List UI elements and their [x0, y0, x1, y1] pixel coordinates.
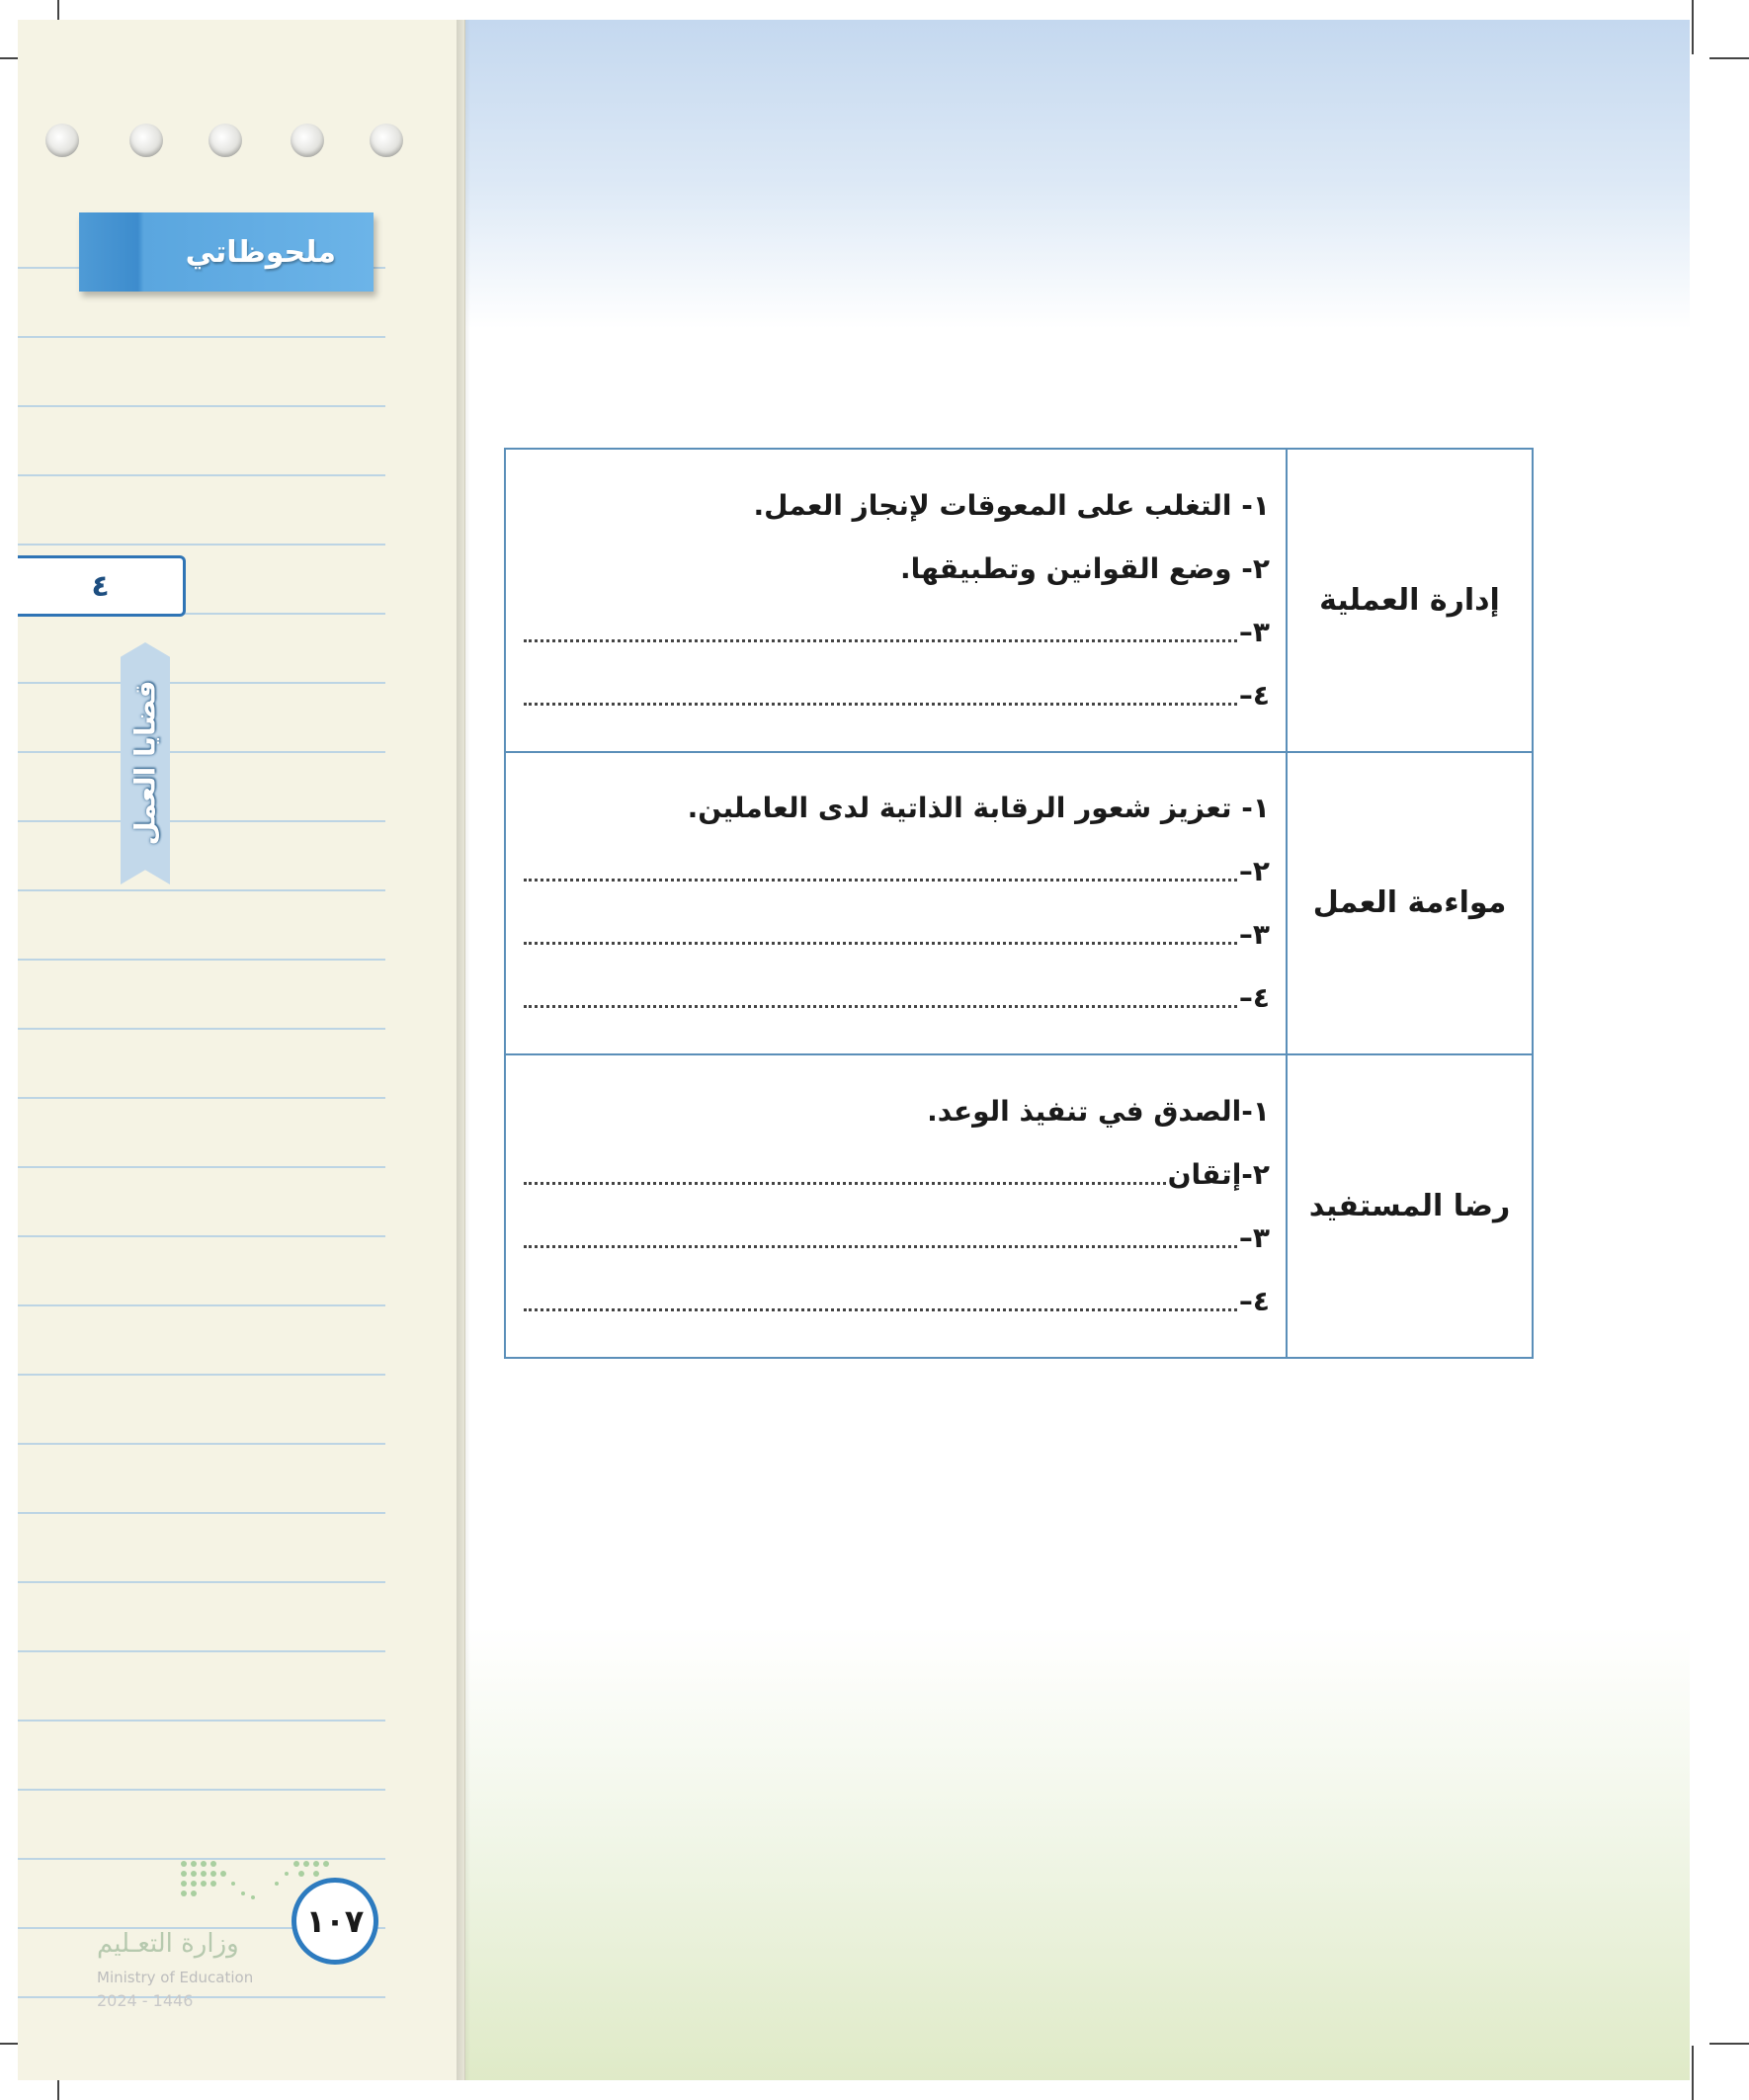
item-text: ٢-إتقان: [1167, 1158, 1270, 1192]
item-text: ٣–: [1238, 615, 1270, 648]
notebook-line: [18, 1650, 385, 1652]
list-item: [524, 840, 1270, 903]
list-item: [524, 600, 1270, 663]
list-item: [524, 1080, 1270, 1143]
unit-number: ٤: [18, 555, 186, 617]
answer-blank[interactable]: [524, 924, 1237, 945]
ring-hole: [129, 124, 163, 157]
notebook-line: [18, 1028, 385, 1030]
answer-blank[interactable]: [524, 861, 1237, 882]
unit-title: قضايا العمل: [128, 680, 162, 846]
notebook-line: [18, 1166, 385, 1168]
answer-blank[interactable]: [524, 685, 1237, 706]
table-row: [505, 1054, 1533, 1358]
list-item: [524, 1270, 1270, 1333]
list-item: [524, 777, 1270, 840]
crop-mark: [1709, 57, 1749, 59]
crop-mark: [1709, 2043, 1749, 2045]
notebook-line: [18, 682, 385, 684]
notebook-line: [18, 1996, 385, 1998]
notebook-line: [18, 959, 385, 961]
notebook-line: [18, 474, 385, 476]
items-cell: [505, 1054, 1287, 1358]
ministry-name-ar: وزارة التعـليم: [97, 1929, 239, 1959]
answer-blank[interactable]: [524, 987, 1237, 1008]
category-cell: رضا المستفيد: [1287, 1054, 1533, 1358]
item-text: ١- التغلب على المعوقات لإنجاز العمل.: [753, 488, 1270, 522]
list-item: [524, 1207, 1270, 1270]
notes-tab: [79, 212, 374, 292]
notebook-shadow: [457, 20, 470, 2080]
list-item: [524, 966, 1270, 1030]
item-text: ٣–: [1238, 1221, 1270, 1255]
ring-hole: [291, 124, 324, 157]
notebook-line: [18, 1789, 385, 1791]
notebook-line: [18, 1581, 385, 1583]
notebook-line: [18, 1374, 385, 1376]
category-cell: إدارة العملية: [1287, 449, 1533, 752]
answer-blank[interactable]: [524, 1291, 1237, 1311]
items-cell: [505, 752, 1287, 1055]
item-text: ١-الصدق في تنفيذ الوعد.: [927, 1095, 1270, 1129]
notebook-line: [18, 820, 385, 822]
crop-mark: [1692, 2046, 1694, 2100]
item-text: ١- تعزيز شعور الرقابة الذاتية لدى العاملين.: [687, 792, 1270, 825]
answer-blank[interactable]: [524, 622, 1237, 642]
answer-blank[interactable]: [524, 1227, 1237, 1248]
list-item: [524, 903, 1270, 966]
page-number: ١٠٧: [292, 1878, 378, 1965]
table-row: [505, 449, 1533, 752]
notebook-line: [18, 1512, 385, 1514]
item-text: ٤–: [1238, 1285, 1270, 1318]
crop-mark: [1692, 0, 1694, 54]
list-item: [524, 537, 1270, 600]
category-cell: مواءمة العمل: [1287, 752, 1533, 1055]
notebook-line: [18, 1720, 385, 1722]
item-text: ٣–: [1238, 918, 1270, 952]
notebook-strip: [18, 20, 465, 2080]
item-text: ٢–: [1238, 855, 1270, 888]
list-item: [524, 473, 1270, 537]
notebook-line: [18, 544, 385, 546]
ministry-year: 2024 - 1446: [97, 1991, 194, 2010]
criteria-table: [504, 448, 1534, 1359]
list-item: [524, 663, 1270, 726]
notebook-line: [18, 1097, 385, 1099]
item-text: ٤–: [1238, 678, 1270, 712]
notebook-line: [18, 336, 385, 338]
answer-blank[interactable]: [524, 1164, 1166, 1185]
notebook-line: [18, 1304, 385, 1306]
ring-hole: [45, 124, 79, 157]
notebook-line: [18, 1235, 385, 1237]
table-row: [505, 752, 1533, 1055]
notebook-line: [18, 1443, 385, 1445]
notes-label: ملحوظاتي: [185, 234, 336, 270]
list-item: [524, 1143, 1270, 1207]
item-text: ٤–: [1238, 981, 1270, 1015]
notebook-line: [18, 405, 385, 407]
item-text: ٢- وضع القوانين وتطبيقها.: [900, 551, 1270, 585]
items-cell: [505, 449, 1287, 752]
ring-hole: [208, 124, 242, 157]
notebook-line: [18, 751, 385, 753]
notebook-line: [18, 889, 385, 891]
ministry-name-en: Ministry of Education: [97, 1969, 254, 1986]
ring-hole: [370, 124, 403, 157]
